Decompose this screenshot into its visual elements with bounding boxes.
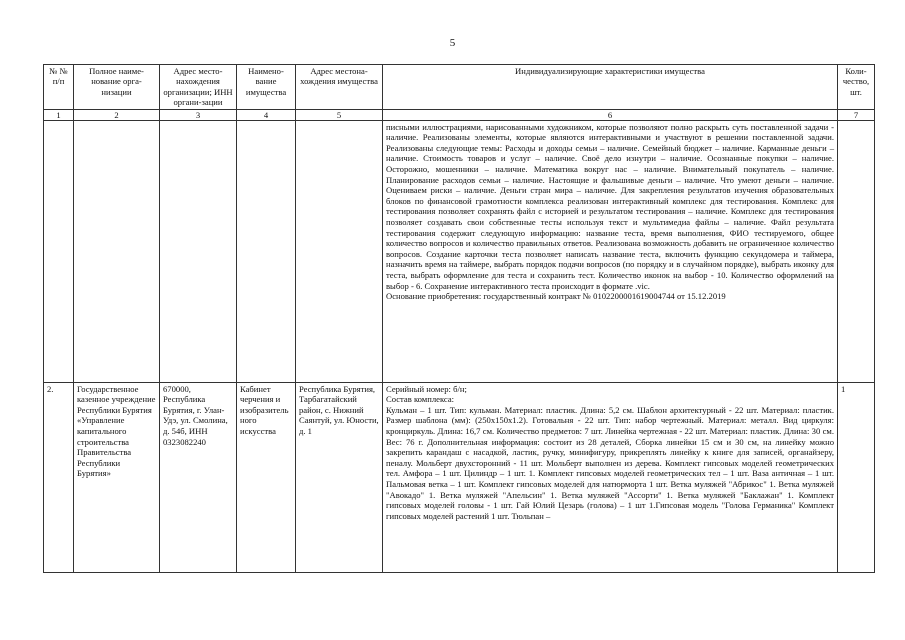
characteristics-cell xyxy=(383,120,838,382)
header-col-characteristics: Индивидуализирующие характеристики имущества xyxy=(383,65,838,110)
row-cell-empty xyxy=(296,120,383,382)
property-register-table xyxy=(43,64,875,573)
header-row xyxy=(44,65,875,110)
row-cell-empty xyxy=(237,120,296,382)
composition-title: Состав комплекса: xyxy=(386,394,455,405)
quantity: 1 xyxy=(838,382,875,572)
property-address: Республика Бурятия, Тарбагатайский район, с. Нижний Саянтуй, ул. Юности, д. 1 xyxy=(296,382,383,572)
column-number: 3 xyxy=(160,109,237,120)
header-col-org-name: Полное наиме-нование орга-низации xyxy=(74,65,160,110)
acquisition-basis: Основание приобретения: государственный контракт № 0102200001619004744 от 15.12.2019 xyxy=(386,291,726,302)
table-row xyxy=(44,382,875,572)
row-cell-empty xyxy=(44,120,74,382)
row-cell-empty xyxy=(838,120,875,382)
column-number: 5 xyxy=(296,109,383,120)
row-cell-empty xyxy=(74,120,160,382)
serial-number: Серийный номер: б/н; xyxy=(386,383,467,394)
characteristics-text: Кульман – 1 шт. Тип: кульман. Материал: пластик. Длина: 5,2 см. Шаблон архитектурный - 22 шт. Материал: пластик. Размер шаблона (мм): (250х150х1.2). Готовальня - 22 шт. Тип: набор чертежный. Материал: металл. Вид циркуля: кронциркуль. Длина: 16,7 см. Количество предметов: 7 шт. Линейка чертежная - 22 шт. Материал: пластик. Длина: 30 см. Вес: 76 г. Дополнительная информация: состоит из 28 деталей, Сборка линейки 15 см и 30 см, на линейку можно закрепить карандаш с насадкой, ластик, ручку, минифигуру, прикреплять линейку к книге для записей, органайзеру, пеналу. Мольберт двухсторонний - 11 шт. Мольберт выполнен из дерева. Комплект гипсовых моделей геометрических тел. Амфора – 1 шт. Цилиндр – 1 шт. 1. Комплект гипсовых моделей геометрических тел – 1 шт. Ваза античная – 1 шт. Пальмовая ветка – 1 шт. Комплект гипсовых моделей для натюрморта 1 шт. Ветка муляжей "Абрикос" 1. Ветка муляжей "Авокадо" 1. Ветка муляжей "Апельсин" 1. Ветка муляжей "Ассорти" 1. Ветка муляжей "Баклажан" 1. Комплект гипсовых моделей головы - 1 шт. Гай Юлий Цезарь (голова) – 1 шт 1.Гипсовая модель "Голова Германика" Комплект гипсовых моделей растений 1 шт. Тюльпан – xyxy=(386,404,834,521)
property-name: Кабинет черчения и изобразительного искусства xyxy=(237,382,296,572)
page-number: 5 xyxy=(449,37,456,49)
header-col-org-address: Адрес место-нахождения организации; ИНН органи-зации xyxy=(160,65,237,110)
column-number: 7 xyxy=(838,109,875,120)
column-number: 1 xyxy=(44,109,74,120)
header-col-quantity: Коли-чество, шт. xyxy=(838,65,875,110)
characteristics-text: писными иллюстрациями, нарисованными художником, которые позволяют полно раскрыть суть поставленной задачи - наличие. Реализованы элементы, которые являются интерактивными и участвуют в решении поставленной задачи. Реализованы следующие темы: Расходы и доходы семьи – наличие. Семейный бюджет – наличие. Карманные деньги – наличие. Стоимость товаров и услуг – наличие. Своё дело изнутри – наличие. Осознанные покупки – наличие. Осторожно, мошенники – наличие. Математика вокруг нас – наличие. Внимательный покупатель – наличие. Планирование расходов семьи – наличие. Настоящие и фальшивые деньги – наличие. Что умеют деньги – наличие. Оцениваем риски – наличие. Деньги стран мира – наличие. Для закрепления результатов изучения образовательных блоков по финансовой грамотности комплекса реализован интерактивный комплекс для тестирования. Комплекс для тестирования позволяет сохранять файл с историей и результатом тестирования – наличие. Комплекс для тестирования позволяет создавать свои собственные тесты используя текст и мультимедиа файлы – наличие. Файл результата тестирования содержит следующую информацию: название теста, время выполнения, ФИО тестируемого, общее количество вопросов и количество правильных ответов. Реализована возможность добавить не ограниченное количество вопросов. Создание карточки теста позволяет написать название теста, включить функцию секундомера и таймера, назначить время на таймере, выбрать порядок подачи вопросов (по порядку и в случайном порядке), выбрать иконку для теста, выбрать оформление для теста и сохранить тест. Количество иконок на выбор - 10. Количество оформлений на выбор - 6. Сохранение интерактивного теста происходит в формате .vic. xyxy=(386,121,834,291)
column-number: 6 xyxy=(383,109,838,120)
row-cell-empty xyxy=(160,120,237,382)
header-col-num: № № п/п xyxy=(44,65,74,110)
header-col-property-address: Адрес местона-хождения имущества xyxy=(296,65,383,110)
characteristics-cell xyxy=(383,382,838,572)
column-number: 4 xyxy=(237,109,296,120)
column-number-row xyxy=(44,109,875,120)
table-row-continued xyxy=(44,120,875,382)
header-col-property-name: Наимено-вание имущества xyxy=(237,65,296,110)
row-number: 2. xyxy=(44,382,74,572)
column-number: 2 xyxy=(74,109,160,120)
org-address: 670000, Республика Бурятия, г. Улан-Удэ, ул. Смолина, д. 54б, ИНН 0323082240 xyxy=(160,382,237,572)
org-name: Государственное казенное учреждение Республики Бурятия «Управление капитального строительства Правительства Республики Бурятия» xyxy=(74,382,160,572)
